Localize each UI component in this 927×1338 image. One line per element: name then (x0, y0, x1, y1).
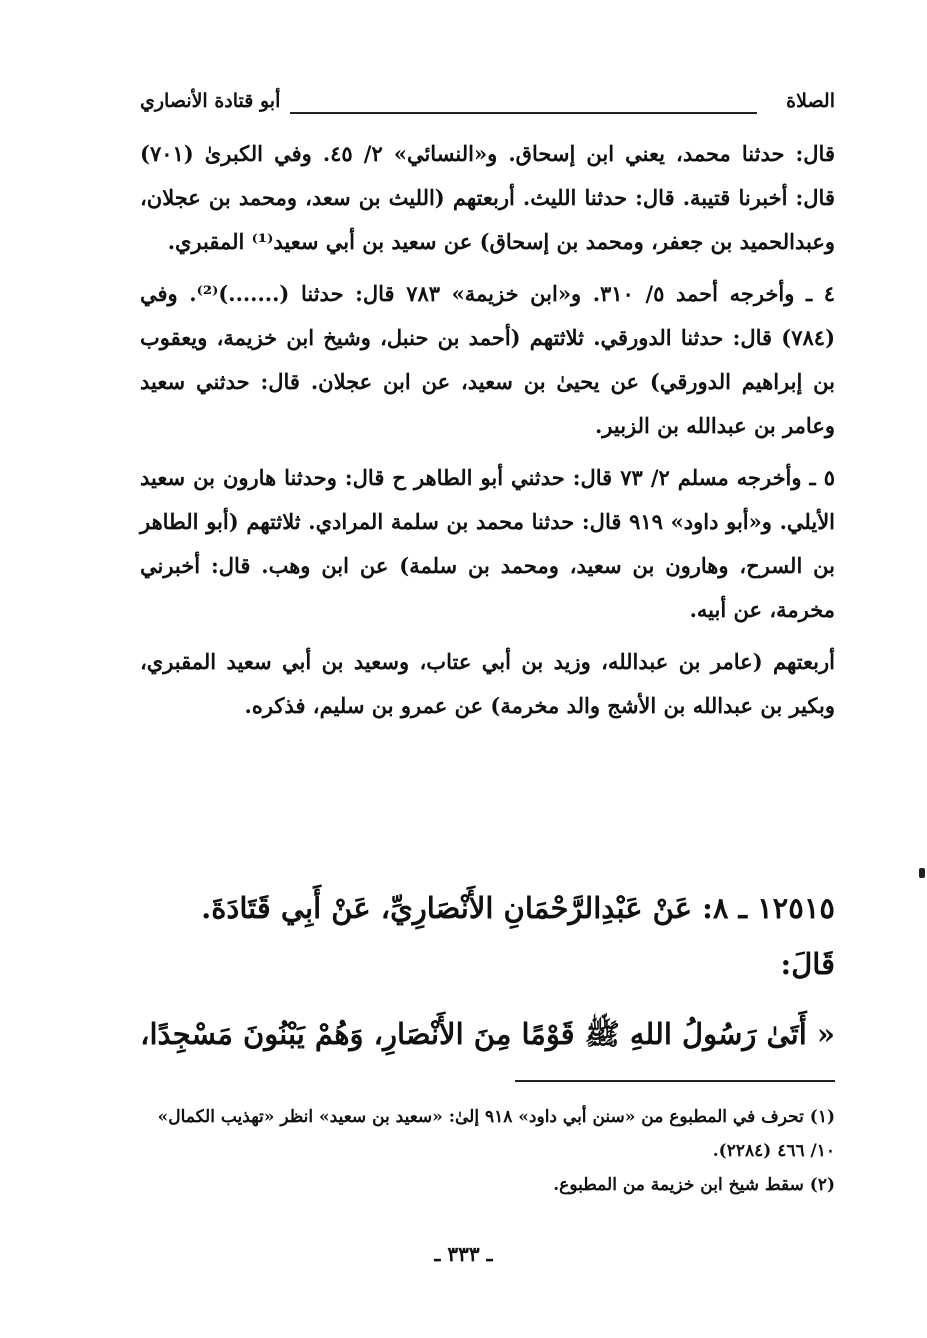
hadith-block (140, 880, 835, 1062)
footnote: (١) تحرف في المطبوع من «سنن أبي داود» ٩١٨ إلىٰ: «سعيد بن سعيد» انظر «تهذيب الكمال» ١٠/ ٤٦٦ (٢٢٨٤). (157, 1107, 835, 1161)
paragraph: قال: حدثنا محمد، يعني ابن إسحاق. و«النسائي» ٢/ ٤٥. وفي الكبرىٰ (٧٠١) قال: أخبرنا قتيبة. قال: حدثنا الليث. أربعتهم (الليث بن سعد، ومحمد بن عجلان، وعبدالحميد بن جعفر، ومحمد بن إسحاق) عن سعيد بن أبي سعيد⁽¹⁾ المقبري. (140, 141, 835, 254)
paragraph: أربعتهم (عامر بن عبدالله، وزيد بن أبي عتاب، وسعيد بن أبي سعيد المقبري، وبكير بن عبدالله بن الأشج والد مخرمة) عن عمرو بن سليم، فذكره. (140, 649, 835, 718)
takhrij-text (140, 132, 835, 736)
scan-mark (919, 868, 925, 878)
header-rule (290, 112, 757, 114)
paragraph: ٤ ـ وأخرجه أحمد ٥/ ٣١٠. و«ابن خزيمة» ٧٨٣ قال: حدثنا (.......)⁽²⁾. وفي (٧٨٤) قال: حدثنا الدورقي. ثلاثتهم (أحمد بن حنبل، وشيخ ابن خزيمة، ويعقوب بن إبراهيم الدورقي) عن يحيىٰ بن سعيد، عن ابن عجلان. قال: حدثني سعيد وعامر بن عبدالله بن الزبير. (140, 281, 835, 438)
paragraph: ٥ ـ وأخرجه مسلم ٢/ ٧٣ قال: حدثني أبو الطاهر ح قال: وحدثنا هارون بن سعيد الأيلي. و«أبو داود» ٩١٩ قال: حدثنا محمد بن سلمة المرادي. ثلاثتهم (أبو الطاهر بن السرح، وهارون بن سعيد، ومحمد بن سلمة) عن ابن وهب. قال: أخبرني مخرمة، عن أبيه. (140, 465, 836, 622)
running-header (140, 86, 835, 120)
footnote: (٢) سقط شيخ ابن خزيمة من المطبوع. (553, 1175, 835, 1195)
footnotes (140, 1100, 835, 1202)
section-title: الصلاة (786, 90, 835, 112)
hadith-heading: ١٢٥١٥ ـ ٨: عَنْ عَبْدِالرَّحْمَانِ الأَنْصَارِيِّ، عَنْ أَبِي قَتَادَةَ. قَالَ: (201, 891, 835, 981)
chapter-title: أبو قتادة الأنصاري (140, 90, 281, 112)
footnote-separator (515, 1080, 835, 1082)
hadith-matn: « أَتَىٰ رَسُولُ اللهِ ﷺ قَوْمًا مِنَ الأَنْصَارِ، وَهُمْ يَبْنُونَ مَسْجِدًا، (140, 1017, 835, 1051)
page-number: ـ ٣٣٣ ـ (434, 1242, 493, 1266)
